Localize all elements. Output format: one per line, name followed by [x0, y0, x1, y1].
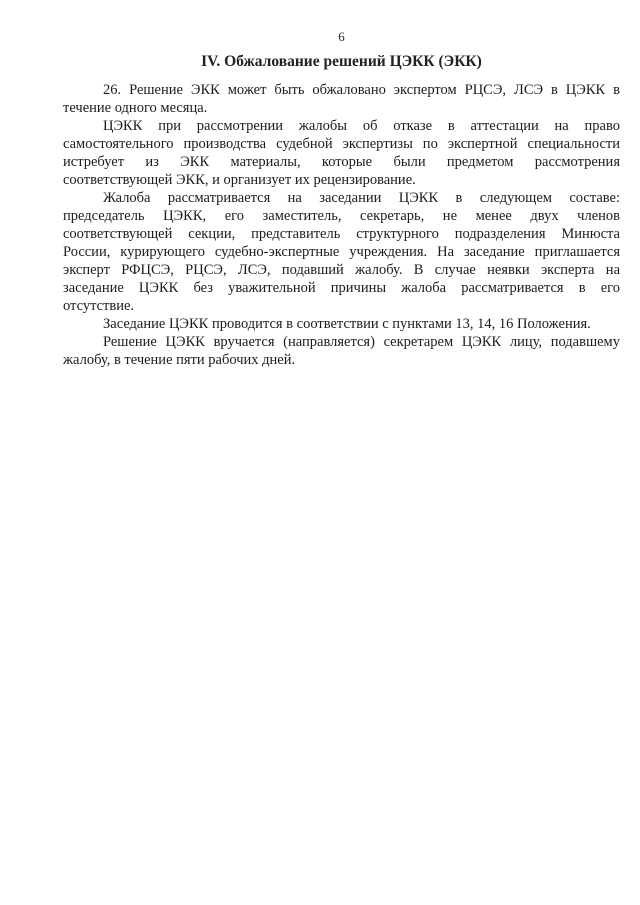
paragraph	[63, 333, 620, 369]
text-line: заседание ЦЭКК без уважительной причины жалоба рассматривается в его	[63, 280, 620, 296]
paragraph	[63, 315, 620, 333]
text-line: жалобу, в течение пяти рабочих дней.	[63, 352, 296, 368]
paragraph	[63, 117, 620, 189]
text-line: самостоятельного производства судебной экспертизы по экспертной специальности	[63, 136, 620, 152]
paragraph	[63, 189, 620, 315]
text-line: Заседание ЦЭКК проводится в соответствии с пунктами 13, 14, 16 Положения.	[103, 316, 591, 332]
document-body	[63, 81, 620, 369]
text-line: соответствующей секции, представитель структурного подразделения Минюста	[63, 226, 620, 242]
document-content	[63, 30, 620, 369]
text-line: 26. Решение ЭКК может быть обжаловано экспертом РЦСЭ, ЛСЭ в ЦЭКК в	[103, 82, 620, 98]
section-title: IV. Обжалование решений ЦЭКК (ЭКК)	[201, 53, 482, 70]
text-line: Решение ЦЭКК вручается (направляется) секретарем ЦЭКК лицу, подавшему	[103, 334, 620, 350]
text-line: России, курирующего судебно-экспертные учреждения. На заседание приглашается	[63, 244, 620, 260]
paragraph	[63, 81, 620, 117]
text-line: ЦЭКК при рассмотрении жалобы об отказе в аттестации на право	[103, 118, 620, 134]
text-line: эксперт РФЦСЭ, РЦСЭ, ЛСЭ, подавший жалобу. В случае неявки эксперта на	[63, 262, 620, 278]
text-line: Жалоба рассматривается на заседании ЦЭКК в следующем составе:	[103, 190, 620, 206]
text-line: истребует из ЭКК материалы, которые были предметом рассмотрения	[63, 154, 620, 170]
page-number: 6	[338, 29, 345, 44]
text-line: отсутствие.	[63, 298, 135, 314]
text-line: председатель ЦЭКК, его заместитель, секретарь, не менее двух членов	[63, 208, 620, 224]
text-line: течение одного месяца.	[63, 100, 208, 116]
text-line: соответствующей ЭКК, и организует их рецензирование.	[63, 172, 416, 188]
